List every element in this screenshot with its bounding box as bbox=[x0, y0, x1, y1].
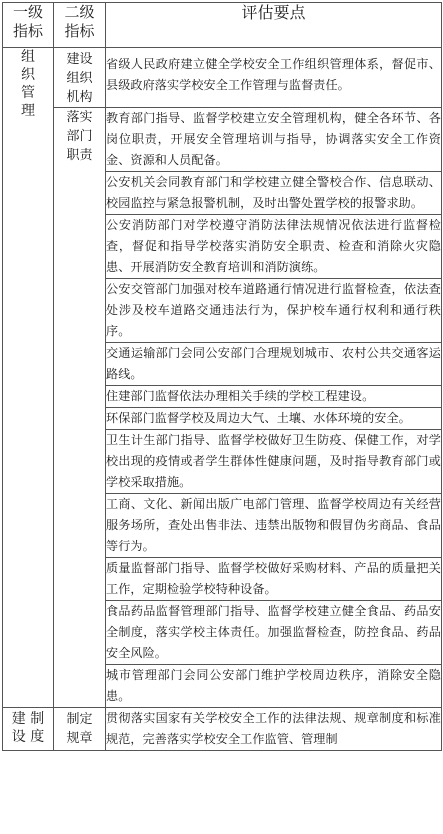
level1-indicator bbox=[3, 48, 54, 708]
level2-line: 规章 bbox=[66, 731, 93, 746]
level1-indicator bbox=[3, 708, 54, 751]
evaluation-point: 教育部门指导、监督学校建立安全管理机构，健全各环节、各岗位职责，开展安全管理培训与指导，协调落实安全工作资金、资源和人员配备。 bbox=[106, 108, 442, 172]
level1-char: 设 度 bbox=[11, 729, 45, 745]
evaluation-point: 城市管理部门会同公安部门维护学校周边秩序，消除安全隐患。 bbox=[106, 665, 442, 708]
evaluation-point: 工商、文化、新闻出版广电部门管理、监督学校周边有关经营服务场所，查处出售非法、违禁出版物和假冒伪劣商品、食品等行为。 bbox=[106, 494, 442, 558]
table-row bbox=[3, 108, 442, 172]
table-body bbox=[3, 48, 442, 751]
header-row bbox=[3, 3, 442, 48]
level1-char: 建 制 bbox=[11, 711, 45, 727]
evaluation-point: 卫生计生部门指导、监督学校做好卫生防疫、保健工作，对学校出现的疫情或者学生群体性健康问题，及时指导教育部门或学校采取措施。 bbox=[106, 430, 442, 494]
header-level2-line2: 指标 bbox=[64, 22, 95, 40]
level2-line: 落实 bbox=[66, 110, 93, 125]
level2-indicator bbox=[54, 708, 106, 751]
evaluation-point: 公安消防部门对学校遵守消防法律法规情况依法进行监督检查，督促和指导学校落实消防安全职责、检查和消除火灾隐患、开展消防安全教育培训和消防演练。 bbox=[106, 215, 442, 279]
evaluation-point: 环保部门监督学校及周边大气、土壤、水体环境的安全。 bbox=[106, 408, 442, 430]
evaluation-table bbox=[2, 2, 442, 751]
level1-char: 管 bbox=[21, 85, 35, 101]
evaluation-point: 食品药品监督管理部门指导、监督学校建立健全食品、药品安全制度，落实学校主体责任。加强监督检查，防控食品、药品安全风险。 bbox=[106, 601, 442, 665]
evaluation-point: 交通运输部门会同公安部门合理规划城市、农村公共交通客运路线。 bbox=[106, 343, 442, 386]
level2-line: 职责 bbox=[66, 148, 93, 163]
level2-line: 部门 bbox=[66, 129, 93, 144]
header-level2-line1: 二级 bbox=[64, 3, 95, 21]
evaluation-point: 贯彻落实国家有关学校安全工作的法律法规、规章制度和标准规范，完善落实学校安全工作监管、管理制 bbox=[106, 708, 442, 751]
level1-char: 理 bbox=[21, 103, 35, 119]
level2-line: 建设 bbox=[66, 52, 93, 67]
level1-char: 织 bbox=[21, 67, 35, 83]
level2-line: 制定 bbox=[66, 712, 93, 727]
header-level1 bbox=[3, 3, 54, 48]
header-points: 评估要点 bbox=[106, 3, 442, 48]
evaluation-point: 住建部门监督依法办理相关手续的学校工程建设。 bbox=[106, 386, 442, 408]
evaluation-point: 省级人民政府建立健全学校安全工作组织管理体系，督促市、县级政府落实学校安全工作管理与监督责任。 bbox=[106, 48, 442, 108]
table-row bbox=[3, 48, 442, 108]
level1-char: 组 bbox=[21, 49, 35, 65]
evaluation-point: 公安机关会同教育部门和学校建立健全警校合作、信息联动、校园监控与紧急报警机制，及时出警处置学校的报警求助。 bbox=[106, 172, 442, 215]
evaluation-point: 公安交管部门加强对校车道路通行情况进行监督检查，依法查处涉及校车道路交通违法行为，保护校车通行权利和通行秩序。 bbox=[106, 279, 442, 343]
level2-indicator bbox=[54, 108, 106, 708]
table-row bbox=[3, 708, 442, 751]
header-level2 bbox=[54, 3, 106, 48]
header-level1-line1: 一级 bbox=[12, 3, 43, 21]
evaluation-point: 质量监督部门指导、监督学校做好采购材料、产品的质量把关工作，定期检验学校特种设备。 bbox=[106, 558, 442, 601]
header-level1-line2: 指标 bbox=[12, 22, 43, 40]
level2-line: 组织 bbox=[66, 71, 93, 86]
level2-line: 机构 bbox=[66, 90, 93, 105]
level2-indicator bbox=[54, 48, 106, 108]
